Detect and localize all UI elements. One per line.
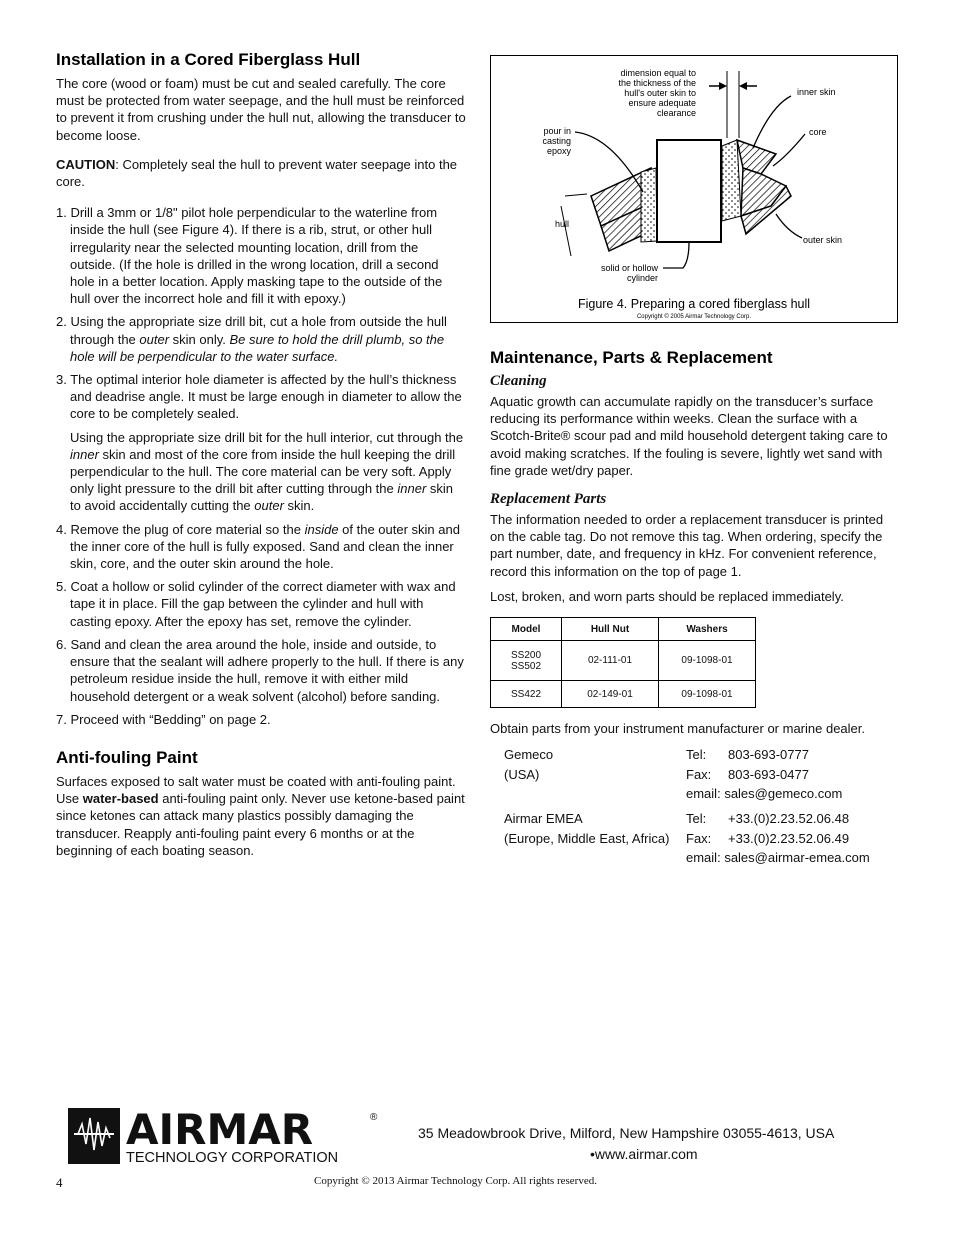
figure-caption: Figure 4. Preparing a cored fiberglass hull	[577, 297, 811, 311]
epoxy-right	[722, 140, 741, 221]
label-cylinder-1: solid or hollow	[600, 263, 658, 273]
contact-gemeco	[490, 745, 900, 805]
label-dimension-4: ensure adequate	[628, 98, 696, 108]
step-3: 3. The optimal interior hole diameter is affected by the hull’s thickness and deadrise angle. It must be large enough in diameter to allow the core to be completely sealed.	[56, 372, 462, 422]
contact-fax	[686, 765, 906, 785]
email-label: email:	[686, 786, 721, 802]
section-title-maintenance: Maintenance, Parts & Replacement	[490, 348, 773, 367]
company-address: 35 Meadowbrook Drive, Milford, New Hampshire 03055-4613, USA	[418, 1125, 835, 1141]
logo-registered: ®	[370, 1112, 378, 1123]
label-pour-2: casting	[542, 136, 571, 146]
step-4-text: 4. Remove the plug of core material so the	[56, 521, 305, 537]
af-water-based: water-based	[82, 791, 159, 807]
fax-value: +33.(0)2.23.52.06.49	[728, 830, 850, 846]
leader-outer-skin	[776, 214, 802, 238]
label-hull: hull	[554, 219, 569, 229]
subtitle-replacement: Replacement Parts	[490, 491, 607, 508]
contact-region: (Europe, Middle East, Africa)	[504, 830, 670, 846]
contact-name-block	[504, 809, 684, 848]
contact-email[interactable]	[686, 784, 906, 804]
header-hull-nut: Hull Nut	[562, 618, 659, 641]
hull-thickness-bracket	[561, 206, 571, 256]
step-1: 1. Drill a 3mm or 1/8" pilot hole perpendicular to the waterline from inside the hull (see Figure 4). If there is a rib, strut, or other hull irregularity near the selected mounting location, drill from the outside. (If the hole is drilled in the wrong location, drill a second hole in a better location. Apply masking tape to the outside of the hull over the incorrect hole and fill it with epoxy.)	[56, 205, 443, 307]
installation-steps-continued	[56, 521, 466, 728]
label-dimension-3: hull's outer skin to	[624, 88, 696, 98]
tel-value: +33.(0)2.23.52.06.48	[728, 811, 850, 827]
cell-model-2: SS502	[510, 660, 542, 672]
contact-name: Airmar EMEA	[504, 811, 583, 827]
section-title-cored-hull: Installation in a Cored Fiberglass Hull	[56, 50, 361, 69]
af-text-1: Surfaces exposed to salt water must be coated with anti-fouling paint. Use	[56, 773, 456, 807]
tel-label: Tel:	[686, 747, 707, 763]
subtitle-cleaning: Cleaning	[490, 373, 547, 389]
cored-hull-diagram	[491, 56, 897, 322]
contact-tel	[686, 809, 906, 829]
cell-washers: 09-1098-01	[659, 641, 756, 681]
step-3b-outer: outer	[254, 498, 284, 514]
header-washers: Washers	[659, 618, 756, 641]
fax-label: Fax:	[686, 830, 712, 846]
leader-inner-skin	[753, 96, 791, 148]
label-dimension-5: clearance	[656, 108, 696, 118]
step-3b-inner-2: inner	[397, 481, 427, 497]
step-3b-text-3: skin to avoid accidentally cutting the	[70, 481, 454, 514]
section-title-antifouling: Anti-fouling Paint	[56, 747, 198, 767]
af-text-2: anti-fouling paint only. Never use ketone-based paint since ketones can attack many plastics possibly damaging the transducer. Reapply anti-fouling paint every 6 months or at the beginning of each boating season.	[56, 791, 465, 858]
label-inner-skin: inner skin	[797, 87, 836, 97]
step-4	[56, 521, 466, 573]
cell-model-1: SS200	[510, 649, 542, 661]
contact-airmar-emea	[490, 809, 900, 869]
right-column	[490, 55, 900, 869]
step-2-outer: outer	[139, 331, 170, 347]
caution-label: CAUTION	[56, 156, 116, 172]
logo-wordmark: AIRMAR	[126, 1108, 314, 1154]
contact-tel	[686, 745, 906, 765]
contact-fax	[686, 829, 906, 849]
step-2-emphasis: Be sure to hold the drill plumb, so the hole will be perpendicular to the water surface.	[70, 331, 445, 364]
step-4-text-2: of the outer skin and the inner core of the hull is fully exposed. Sand and clean the inner skin, core, and the outer skin around the hole.	[70, 521, 460, 572]
label-dimension-1: dimension equal to	[620, 68, 696, 78]
figure-copyright: Copyright © 2005 Airmar Technology Corp.	[636, 314, 752, 320]
step-2-text-2: skin only.	[169, 331, 230, 347]
step-6: 6. Sand and clean the area around the hole, inside and outside, to ensure that the sealant will adhere properly to the hull. If there is any petroleum residue inside the hull, remove it with either mild household detergent or a weak solvent (alcohol) before sanding.	[56, 636, 464, 704]
cell-washers: 09-1098-01	[659, 681, 756, 708]
contact-region: (USA)	[504, 766, 540, 782]
caution-paragraph	[56, 156, 466, 190]
page-copyright: Copyright © 2013 Airmar Technology Corp. All rights reserved.	[314, 1175, 597, 1187]
intro-paragraph: The core (wood or foam) must be cut and sealed carefully. The core must be protected from water seepage, and the hull must be reinforced to prevent it from crushing under the hull nut, allowing the transducer to become loose.	[56, 76, 466, 143]
lost-parts-text: Lost, broken, and worn parts should be replaced immediately.	[490, 588, 844, 604]
step-3-continued	[56, 429, 466, 515]
leader-core	[773, 134, 805, 166]
fax-label: Fax:	[686, 766, 712, 782]
contact-details	[686, 745, 906, 804]
label-outer-skin: outer skin	[803, 235, 843, 245]
step-2	[56, 313, 466, 365]
header-model: Model	[491, 618, 562, 641]
logo-subtitle: TECHNOLOGY CORPORATION	[126, 1150, 339, 1166]
figure-4	[490, 55, 898, 323]
airmar-logo-graphic	[68, 1108, 388, 1166]
email-label: email:	[686, 850, 721, 866]
epoxy-left	[641, 168, 657, 242]
table-row	[491, 641, 756, 681]
dimension-arrowhead-right	[739, 82, 747, 90]
logo-square	[68, 1108, 120, 1164]
replacement-paragraph: The information needed to order a replacement transducer is printed on the cable tag. Do not remove this tag. When ordering, specify the part number, date, and frequency in kHz. For convenient reference, record this information on the top of page 1.	[490, 512, 884, 579]
tel-value: 803-693-0777	[728, 747, 809, 763]
contact-email[interactable]	[686, 848, 906, 868]
step-3b-text: Using the appropriate size drill bit for the hull interior, cut through the	[70, 429, 464, 445]
cell-model	[491, 641, 562, 681]
step-2-text: 2. Using the appropriate size drill bit, cut a hole from outside the hull through the	[56, 314, 447, 347]
installation-steps	[56, 204, 466, 422]
caution-text: : Completely seal the hull to prevent water seepage into the core.	[56, 156, 458, 190]
step-5: 5. Coat a hollow or solid cylinder of the correct diameter with wax and tape it in place. Fill the gap between the cylinder and hull with casting epoxy. After the epoxy has set, remove the cylinder.	[56, 579, 456, 629]
cell-model: SS422	[491, 681, 562, 708]
table-row	[491, 681, 756, 708]
contact-name: Gemeco	[504, 747, 554, 763]
cylinder	[657, 140, 721, 242]
step-3b-text-4: skin.	[283, 498, 315, 514]
label-core: core	[809, 127, 827, 137]
step-4-inside: inside	[304, 521, 339, 537]
step-7: 7. Proceed with “Bedding” on page 2.	[56, 711, 271, 727]
table-header-row	[491, 618, 756, 641]
email-link[interactable]: sales@airmar-emea.com	[724, 850, 870, 866]
label-dimension-2: the thickness of the	[618, 78, 696, 88]
cell-hull-nut: 02-149-01	[562, 681, 659, 708]
step-3b-text-2: skin and most of the core from inside the hull keeping the drill perpendicular to the hull. The core material can be very soft. Apply only light pressure to the drill bit after cutting through the	[70, 446, 456, 497]
contact-name-block	[504, 745, 684, 784]
page-number: 4	[56, 1175, 63, 1190]
contact-details	[686, 809, 906, 868]
step-3b-inner: inner	[70, 446, 99, 462]
label-pour-3: epoxy	[546, 146, 571, 156]
parts-table	[490, 617, 756, 708]
label-cylinder-2: cylinder	[626, 273, 658, 283]
cell-hull-nut: 02-111-01	[562, 641, 659, 681]
leader-hull	[565, 194, 587, 196]
fax-value: 803-693-0477	[728, 766, 809, 782]
obtain-parts-text: Obtain parts from your instrument manufacturer or marine dealer.	[490, 721, 865, 737]
tel-label: Tel:	[686, 811, 707, 827]
company-website[interactable]: •www.airmar.com	[590, 1146, 698, 1162]
cleaning-paragraph: Aquatic growth can accumulate rapidly on the transducer’s surface reducing its performance within weeks. Clean the surface with a Scotch-Brite® scour pad and mild household detergent taking care to avoid making scratches. If the fouling is severe, lightly wet sand with fine grade wet/dry paper.	[490, 394, 888, 478]
airmar-logo	[68, 1108, 388, 1166]
leader-cylinder	[663, 242, 689, 268]
label-pour-1: pour in	[543, 126, 571, 136]
antifouling-paragraph	[56, 773, 466, 859]
email-link[interactable]: sales@gemeco.com	[724, 786, 843, 802]
dimension-arrowhead-left	[719, 82, 727, 90]
left-column	[56, 50, 466, 871]
